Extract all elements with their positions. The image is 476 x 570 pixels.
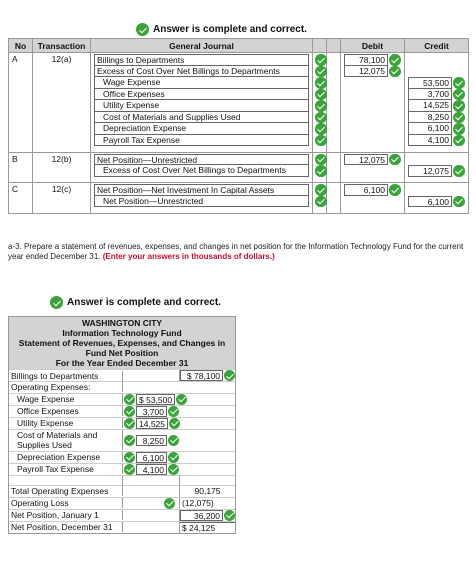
checkmark-icon <box>389 54 401 66</box>
checkmark-icon <box>453 165 465 177</box>
statement-row-expense <box>9 463 235 475</box>
statement-row-net-position-jan1 <box>9 509 235 521</box>
statement-row-expense <box>9 405 235 417</box>
credit-field[interactable]: 6,100 <box>408 196 452 208</box>
account-field[interactable]: Payroll Tax Expense <box>94 135 309 147</box>
account-field[interactable]: Billings to Departments <box>94 54 309 66</box>
checkmark-icon <box>168 464 179 475</box>
checkmark-icon <box>224 370 235 381</box>
header-no: No <box>9 39 33 53</box>
checkmark-icon <box>124 394 135 405</box>
expense-value-field[interactable]: 3,700 <box>136 406 167 417</box>
statement-row-expense <box>9 417 235 429</box>
answer-status-banner <box>50 296 221 309</box>
checkmark-icon <box>168 435 179 446</box>
statement-row-billings <box>9 369 235 381</box>
statement-row-expense <box>9 429 235 451</box>
account-field[interactable]: Excess of Cost Over Net Billings to Departments <box>94 66 309 78</box>
statement-row-net-position-dec31 <box>9 521 235 533</box>
debit-field[interactable]: 12,075 <box>344 66 388 78</box>
header-transaction: Transaction <box>33 39 91 53</box>
row-label: Office Expenses <box>9 406 123 416</box>
debit-field[interactable]: 78,100 <box>344 54 388 66</box>
entry-no: A <box>9 53 33 147</box>
entry-no: C <box>9 183 33 208</box>
row-label: Operating Loss <box>9 498 123 508</box>
journal-entry-c <box>9 183 469 208</box>
account-field[interactable]: Excess of Cost Over Net Billings to Departments <box>94 165 309 177</box>
statement-entity: WASHINGTON CITY <box>81 318 163 328</box>
checkmark-icon <box>164 498 175 509</box>
checkmark-icon <box>315 184 327 196</box>
checkmark-icon <box>453 89 465 101</box>
operating-loss-value: (12,075) <box>182 497 214 508</box>
checkmark-icon <box>136 23 149 36</box>
expense-value-field[interactable]: $ 53,500 <box>136 394 175 405</box>
statement-title: Statement of Revenues, Expenses, and Changes in <box>18 338 226 348</box>
row-label: Depreciation Expense <box>9 452 123 462</box>
statement-row-operating-loss <box>9 497 235 509</box>
checkmark-icon <box>169 418 180 429</box>
instruction-emphasis: (Enter your answers in thousands of dollars.) <box>102 252 275 261</box>
statement-fund: Information Technology Fund <box>62 328 182 338</box>
header-credit: Credit <box>405 39 469 53</box>
credit-field[interactable]: 6,100 <box>408 123 452 135</box>
total-operating-expenses-value: 90,175 <box>194 485 221 496</box>
checkmark-icon <box>315 196 327 208</box>
checkmark-icon <box>453 196 465 208</box>
checkmark-icon <box>389 154 401 166</box>
net-position-dec31-value: $ 24,125 <box>180 522 235 533</box>
financial-statement <box>8 316 236 534</box>
statement-row-expense <box>9 393 235 405</box>
row-label: Net Position, January 1 <box>9 510 123 520</box>
account-field[interactable]: Net Position—Net Investment In Capital Assets <box>94 184 309 196</box>
checkmark-icon <box>168 406 179 417</box>
journal-entry-a <box>9 53 469 147</box>
answer-status-text: Answer is complete and correct. <box>67 297 221 308</box>
checkmark-icon <box>453 100 465 112</box>
row-label: Operating Expenses: <box>9 382 123 392</box>
instruction-text: a-3. Prepare a statement of revenues, expenses, and changes in net position for the Information Technology Fund for the current year ended December 31. <box>8 242 464 261</box>
credit-field[interactable]: 53,500 <box>408 77 452 89</box>
checkmark-icon <box>389 184 401 196</box>
expense-value-field[interactable]: 4,100 <box>136 464 167 475</box>
debit-field[interactable]: 6,100 <box>344 184 388 196</box>
checkmark-icon <box>168 452 179 463</box>
checkmark-icon <box>315 112 327 124</box>
credit-field[interactable]: 12,075 <box>408 165 452 177</box>
checkmark-icon <box>315 123 327 135</box>
checkmark-icon <box>453 135 465 147</box>
checkmark-icon <box>124 435 135 446</box>
general-journal-table <box>8 38 469 214</box>
row-label: Payroll Tax Expense <box>9 464 123 474</box>
row-label: Net Position, December 31 <box>9 522 123 532</box>
account-field[interactable]: Net Position—Unrestricted <box>94 154 309 166</box>
checkmark-icon <box>453 77 465 89</box>
expense-value-field[interactable]: 14,525 <box>136 418 168 429</box>
credit-field[interactable]: 14,525 <box>408 100 452 112</box>
question-instruction <box>8 242 470 262</box>
statement-header <box>9 317 235 369</box>
checkmark-icon <box>315 77 327 89</box>
checkmark-icon <box>315 66 327 78</box>
checkmark-icon <box>389 66 401 78</box>
row-label: Utility Expense <box>9 418 123 428</box>
row-label: Wage Expense <box>9 394 123 404</box>
account-field[interactable]: Net Position—Unrestricted <box>94 196 309 208</box>
credit-field[interactable]: 3,700 <box>408 89 452 101</box>
statement-row-operating-expenses <box>9 381 235 393</box>
row-label: Billings to Departments <box>9 371 123 381</box>
checkmark-icon <box>315 100 327 112</box>
debit-field[interactable]: 12,075 <box>344 154 388 166</box>
account-field[interactable]: Cost of Materials and Supplies Used <box>94 112 309 124</box>
checkmark-icon <box>315 154 327 166</box>
entry-transaction: 12(a) <box>33 53 91 147</box>
billings-value-field[interactable]: $ 78,100 <box>180 370 223 381</box>
statement-row-expense <box>9 451 235 463</box>
account-field[interactable]: Wage Expense <box>94 77 309 89</box>
entry-no: B <box>9 152 33 177</box>
credit-field[interactable]: 4,100 <box>408 135 452 147</box>
header-debit: Debit <box>341 39 405 53</box>
checkmark-icon <box>124 418 135 429</box>
account-field[interactable]: Utility Expense <box>94 100 309 112</box>
answer-status-banner <box>136 23 307 36</box>
row-label: Cost of Materials and Supplies Used <box>9 430 123 450</box>
checkmark-icon <box>315 54 327 66</box>
credit-field[interactable]: 8,250 <box>408 112 452 124</box>
entry-transaction: 12(c) <box>33 183 91 208</box>
checkmark-icon <box>315 135 327 147</box>
row-label: Total Operating Expenses <box>9 486 123 496</box>
statement-period: For the Year Ended December 31 <box>55 358 189 368</box>
account-field[interactable]: Office Expenses <box>94 89 309 101</box>
checkmark-icon <box>315 165 327 177</box>
checkmark-icon <box>124 452 135 463</box>
account-field[interactable]: Depreciation Expense <box>94 123 309 135</box>
answer-status-text: Answer is complete and correct. <box>153 24 307 35</box>
checkmark-icon <box>124 406 135 417</box>
statement-title-cont: Fund Net Position <box>85 348 159 358</box>
header-general-journal: General Journal <box>91 39 313 53</box>
entry-transaction: 12(b) <box>33 152 91 177</box>
checkmark-icon <box>453 123 465 135</box>
checkmark-icon <box>224 510 235 521</box>
checkmark-icon <box>124 464 135 475</box>
journal-entry-b <box>9 152 469 177</box>
checkmark-icon <box>453 112 465 124</box>
checkmark-icon <box>176 394 187 405</box>
expense-value-field[interactable]: 8,250 <box>136 435 167 446</box>
checkmark-icon <box>315 89 327 101</box>
net-position-jan1-field[interactable]: 36,200 <box>180 510 223 521</box>
expense-value-field[interactable]: 6,100 <box>136 452 167 463</box>
checkmark-icon <box>50 296 63 309</box>
statement-row-total-operating-expenses <box>9 485 235 497</box>
